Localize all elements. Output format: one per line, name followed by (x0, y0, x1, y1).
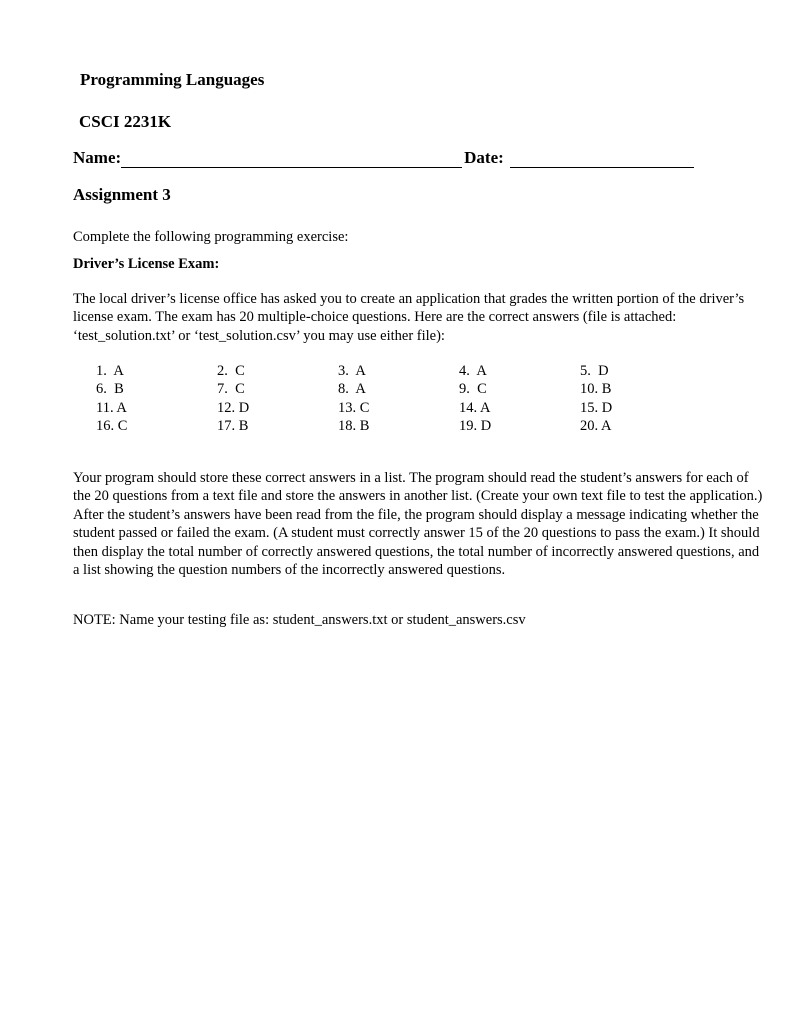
answer-item: 15. D (580, 399, 613, 416)
answer-item: 13. C (338, 399, 370, 416)
answer-item: 3. A (338, 363, 366, 379)
date-blank-line (510, 149, 694, 168)
answer-item: 11. A (96, 399, 127, 416)
answer-item: 7. C (217, 381, 245, 398)
answer-item: 1. A (96, 363, 124, 379)
exercise-description: The local driver’s license office has asked you to create an application that grades the written portion of the driver’s license exam. The exam has 20 multiple-choice questions. Here are the correct answers (file is attached: ‘test_solution.txt’ or ‘test_solution.csv’ you may use either file): (73, 291, 745, 344)
name-blank-line (121, 149, 462, 168)
answer-item: 4. A (459, 363, 487, 379)
answer-item: 10. B (580, 381, 612, 398)
answer-item: 6. B (96, 381, 124, 398)
assignment-heading: Assignment 3 (73, 185, 171, 204)
answer-item: 19. D (459, 417, 492, 434)
course-title: Programming Languages (80, 70, 265, 89)
answer-item: 16. C (96, 417, 128, 434)
date-label: Date: (464, 148, 504, 167)
answer-item: 17. B (217, 417, 249, 434)
answer-item: 9. C (459, 381, 487, 398)
answer-item: 2. C (217, 363, 245, 379)
answer-item: 8. A (338, 381, 366, 398)
name-date-row (73, 148, 694, 168)
answer-row (96, 399, 701, 417)
answer-item: 5. D (580, 363, 609, 379)
instructions-text: Complete the following programming exercise: (73, 229, 349, 245)
answer-item: 14. A (459, 399, 491, 416)
answer-key-table (96, 362, 701, 435)
answer-item: 18. B (338, 417, 370, 434)
exercise-title: Driver’s License Exam: (73, 256, 220, 272)
program-requirements: Your program should store these correct answers in a list. The program should read the student’s answers for each of the 20 questions from a text file and store the answers in another list. (Create your own text file to test the application.) After the student’s answers have been read from the file, the program should display a message indicating whether the student passed or failed the exam. (A student must correctly answer 15 of the 20 questions to pass the exam.) It should then display the total number of correctly answered questions, the total number of incorrectly answered questions, and a list showing the question numbers of the incorrectly answered questions. (73, 470, 763, 579)
answer-row (96, 417, 701, 435)
answer-row (96, 380, 701, 398)
answer-item: 20. A (580, 417, 612, 434)
name-label: Name: (73, 148, 122, 167)
note-text: NOTE: Name your testing file as: student_answers.txt or student_answers.csv (73, 612, 526, 628)
answer-item: 12. D (217, 399, 250, 416)
answer-row (96, 362, 701, 380)
course-code: CSCI 2231K (79, 112, 172, 131)
